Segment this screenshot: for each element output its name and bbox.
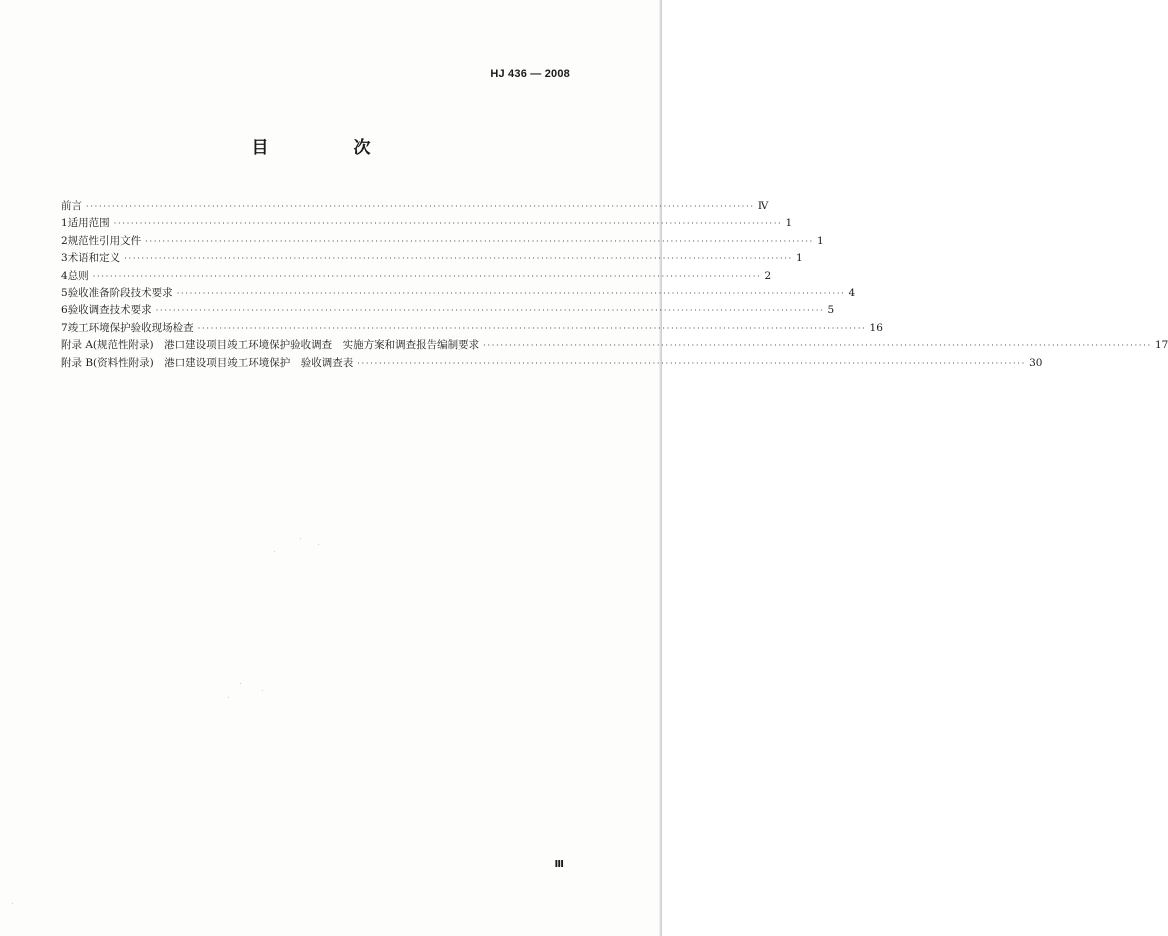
toc-entry-1[interactable]	[61, 215, 793, 232]
toc-entry-page: 17	[1154, 339, 1168, 352]
toc-leader-dots: ··························································································································································	[176, 288, 846, 298]
toc-leader-dots: ··························································································································································	[155, 306, 825, 316]
toc-entry-page: 1	[817, 234, 824, 247]
toc-entry-appendix-a[interactable]	[61, 337, 1168, 354]
toc-entry-page: 4	[848, 286, 856, 299]
toc-entry-label: 前言	[61, 200, 82, 212]
toc-entry-label: 验收准备阶段技术要求	[67, 286, 173, 299]
toc-entry-appendix-b[interactable]	[61, 355, 1043, 372]
toc-entry-2[interactable]	[61, 233, 824, 250]
toc-leader-dots: ··························································································································································	[357, 358, 1027, 368]
toc-entry-page: 1	[796, 252, 803, 265]
toc-entry-7[interactable]	[61, 320, 883, 337]
toc-entry-6[interactable]	[61, 302, 835, 319]
toc-entry-label: 附录 A(规范性附录) 港口建设项目竣工环境保护验收调查 实施方案和调查报告编制要求	[61, 339, 480, 352]
toc-title: 目 次	[251, 138, 405, 158]
toc-entry-number: 1	[61, 217, 68, 230]
scan-speckle	[240, 683, 241, 684]
toc-entry-number: 5	[61, 286, 68, 299]
toc-entry-page: Ⅳ	[757, 200, 769, 212]
toc-entry-label: 适用范围	[67, 217, 110, 230]
scan-speckle	[318, 544, 319, 545]
table-of-contents	[61, 198, 1168, 372]
toc-leader-dots: ··························································································································································	[483, 341, 1152, 351]
toc-entry-3[interactable]	[61, 250, 803, 267]
toc-entry-page: 2	[764, 269, 772, 282]
toc-entry-number: 4	[61, 269, 68, 282]
scan-speckle	[274, 551, 275, 552]
toc-entry-page: 16	[869, 321, 883, 334]
toc-entry-label: 竣工环境保护验收现场检查	[67, 321, 194, 334]
toc-entry-label: 规范性引用文件	[67, 234, 142, 247]
toc-entry-5[interactable]	[61, 285, 856, 302]
toc-leader-dots: ··························································································································································	[86, 202, 755, 211]
scan-speckle	[262, 690, 263, 691]
toc-leader-dots: ··························································································································································	[92, 271, 762, 281]
toc-entry-number: 6	[61, 304, 68, 317]
toc-entry-4[interactable]	[61, 268, 772, 285]
toc-entry-page: 1	[785, 217, 793, 230]
toc-entry-number: 2	[61, 234, 68, 247]
toc-entry-number: 7	[61, 321, 68, 334]
scan-speckle	[300, 538, 301, 539]
toc-entry-page: 5	[827, 304, 835, 317]
page-edge-shadow	[659, 0, 662, 936]
toc-leader-dots: ··························································································································································	[197, 323, 867, 333]
scan-speckle	[12, 903, 13, 904]
toc-entry-preface[interactable]	[61, 198, 769, 215]
toc-entry-page: 30	[1029, 356, 1043, 369]
toc-entry-label: 总则	[67, 269, 89, 282]
scan-speckle	[228, 697, 229, 698]
toc-leader-dots: ··························································································································································	[124, 254, 794, 264]
toc-leader-dots: ··························································································································································	[113, 219, 783, 229]
toc-entry-number: 3	[61, 252, 68, 265]
toc-entry-label: 术语和定义	[67, 252, 121, 265]
toc-leader-dots: ··························································································································································	[145, 236, 815, 246]
page-number: Ⅲ	[554, 859, 564, 870]
toc-entry-label: 附录 B(资料性附录) 港口建设项目竣工环境保护 验收调查表	[61, 356, 354, 369]
standard-code: HJ 436 — 2008	[490, 68, 570, 80]
toc-entry-label: 验收调查技术要求	[67, 304, 152, 317]
